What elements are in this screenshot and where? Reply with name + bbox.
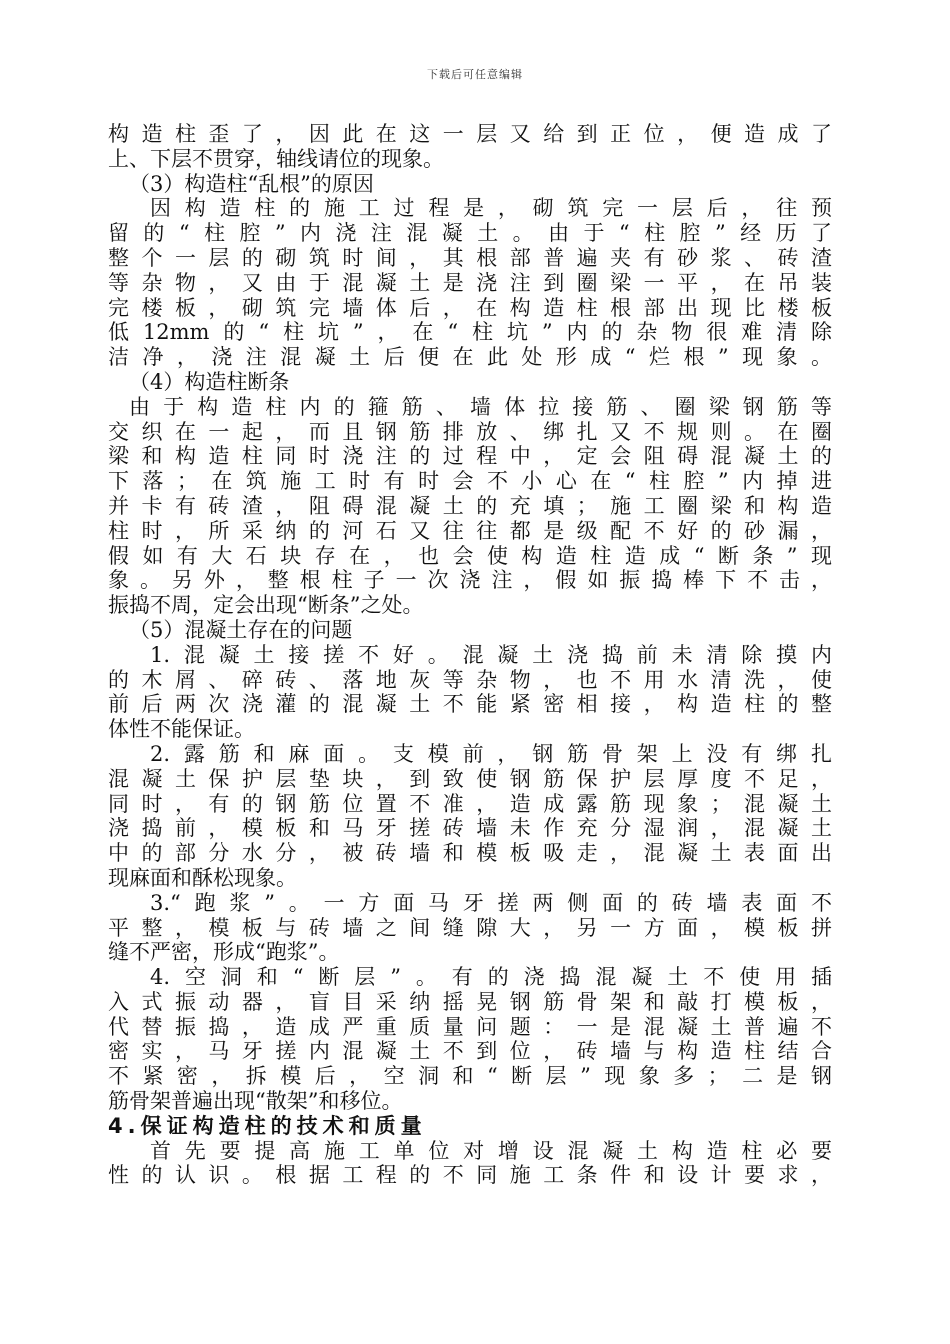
text-line: 构造柱歪了，因此在这一层又给到正位，便造成了 xyxy=(108,122,832,146)
text-line: 1.混凝土接搓不好。混凝土浇捣前未清除摸内 xyxy=(150,642,832,667)
text-line: 代替振捣，造成严重质量问题：一是混凝土普遍不 xyxy=(108,1014,832,1039)
text-line: 3.“跑浆”。一方面马牙搓两侧面的砖墙表面不 xyxy=(150,890,832,915)
text-line: 入式振动器，盲目采纳摇晃钢筋骨架和敲打模板， xyxy=(108,989,832,1014)
text-line: 浇捣前，模板和马牙搓砖墙未作充分湿润，混凝土 xyxy=(108,816,832,841)
text-line: （5）混凝土存在的问题 xyxy=(129,617,353,642)
text-line: 并卡有砖渣，阻碍混凝土的充填；施工圈梁和构造 xyxy=(108,493,832,518)
text-line: 2.露筋和麻面。支模前，钢筋骨架上没有绑扎 xyxy=(150,741,832,766)
text-line: 缝不严密，形成“跑浆”。 xyxy=(108,940,340,965)
text-line: 交织在一起，而且钢筋排放、绑扎又不规则。在圈 xyxy=(108,419,832,444)
text-line: 首先要提高施工单位对增设混凝土构造柱必要 xyxy=(150,1138,832,1163)
text-line: 前后两次浇灌的混凝土不能紧密相接，构造柱的整 xyxy=(108,692,832,717)
text-line: 由于构造柱内的箍筋、墙体拉接筋、圈梁钢筋等 xyxy=(129,394,832,419)
text-line: 现麻面和酥松现象。 xyxy=(108,865,297,890)
text-line: 密实，马牙搓内混凝土不到位，砖墙与构造柱结合 xyxy=(108,1039,832,1064)
text-line: 因构造柱的施工过程是，砌筑完一层后，往预 xyxy=(150,196,832,221)
text-line: 洁净，浇注混凝土后便在此处形成“烂根”现象。 xyxy=(108,345,832,370)
text-line: 象。另外，整根柱子一次浇注，假如振捣棒下不击， xyxy=(108,568,832,593)
text-line: （3）构造柱“乱根”的原因 xyxy=(129,171,374,196)
text-line: （4）构造柱断条 xyxy=(129,369,290,394)
text-line: 上、下层不贯穿，轴线请位的现象。 xyxy=(108,146,444,171)
text-line: 完楼板，砌筑完墙体后，在构造柱根部出现比楼板 xyxy=(108,295,832,320)
text-line: 梁和构造柱同时浇注的过程中，定会阻碍混凝土的 xyxy=(108,444,832,469)
text-line: 不紧密，拆模后，空洞和“断层”现象多；二是钢 xyxy=(108,1064,832,1089)
text-line: 性的认识。根据工程的不同施工条件和设计要求， xyxy=(108,1163,832,1188)
text-line: 整个一层的砌筑时间，其根部普遍夹有砂浆、砖渣 xyxy=(108,245,832,270)
page-header: 下载后可任意编辑 xyxy=(427,68,523,81)
text-line: 低12mm的“柱坑”，在“柱坑”内的杂物很难清除 xyxy=(108,320,832,345)
text-line: 平整，模板与砖墙之间缝隙大，另一方面，模板拼 xyxy=(108,915,832,940)
text-line: 的木屑、碎砖、落地灰等杂物，也不用水清洗，使 xyxy=(108,667,832,692)
body-text xyxy=(108,122,832,1188)
text-line: 混凝土保护层垫块，到致使钢筋保护层厚度不足， xyxy=(108,766,832,791)
text-line: 留的“柱腔”内浇注混凝土。由于“柱腔”经历了 xyxy=(108,221,832,246)
text-line: 柱时，所采纳的河石又往往都是级配不好的砂漏， xyxy=(108,518,832,543)
text-line: 体性不能保证。 xyxy=(108,717,255,742)
text-line: 振捣不周，定会出现“断条”之处。 xyxy=(108,593,424,618)
text-line: 等杂物，又由于混凝土是浇注到圈梁一平，在吊装 xyxy=(108,270,832,295)
text-line: 筋骨架普遍出现“散架”和移位。 xyxy=(108,1089,403,1114)
text-line: 4.空洞和“断层”。有的浇捣混凝土不使用插 xyxy=(150,965,832,990)
text-line: 下落；在筑施工时有时会不小心在“柱腔”内掉进 xyxy=(108,469,832,494)
text-line: 同时，有的钢筋位置不准，造成露筋现象；混凝土 xyxy=(108,791,832,816)
section-heading: 4.保证构造柱的技术和质量 xyxy=(108,1113,427,1138)
text-line: 中的部分水分，被砖墙和模板吸走，混凝土表面出 xyxy=(108,841,832,866)
text-line: 假如有大石块存在，也会使构造柱造成“断条”现 xyxy=(108,543,832,568)
